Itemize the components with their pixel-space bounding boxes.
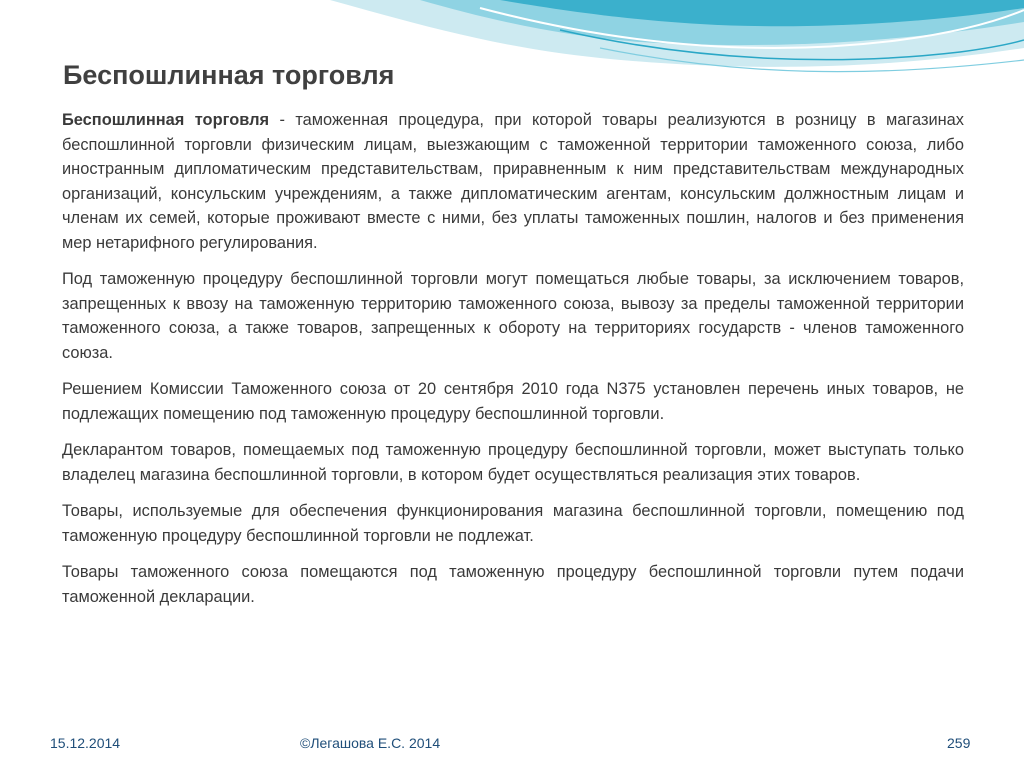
paragraph-definition bbox=[62, 108, 964, 255]
footer-author: ©Легашова Е.С. 2014 bbox=[300, 735, 441, 751]
paragraph-shop-goods: Товары, используемые для обеспечения функционирования магазина беспошлинной торговли, помещению под таможенную процедуру беспошлинной торговли не подлежат. bbox=[62, 502, 964, 545]
paragraph-goods-allowed: Под таможенную процедуру беспошлинной торговли могут помещаться любые товары, за исключением товаров, запрещенных к ввозу на таможенную территорию таможенного союза, вывозу за пределы таможенной территории таможенного союза, а также товаров, запрещенных к обороту на территориях государств - членов таможенного союза. bbox=[62, 270, 964, 362]
paragraph-declarant: Декларантом товаров, помещаемых под таможенную процедуру беспошлинной торговли, может выступать только владелец магазина беспошлинной торговли, в котором будет осуществляться реализация этих товаров. bbox=[62, 441, 964, 484]
defined-term: Беспошлинная торговля bbox=[62, 111, 270, 129]
paragraph-commission-decision: Решением Комиссии Таможенного союза от 20 сентября 2010 года N375 установлен перечень иных товаров, не подлежащих помещению под таможенную процедуру беспошлинной торговли. bbox=[62, 380, 964, 423]
slide-body bbox=[62, 108, 964, 621]
footer-date: 15.12.2014 bbox=[50, 735, 121, 751]
definition-text: - таможенная процедура, при которой товары реализуются в розницу в магазинах беспошлинной торговли физическим лицам, выезжающим с таможенной территории таможенного союза, либо иностранным дипломатическим представительствам, приравненным к ним представительствам международных организаций, консульским учреждениям, а также дипломатическим агентам, консульским должностным лицам и членам их семей, которые проживают вместе с ними, без уплаты таможенных пошлин, налогов и без применения мер нетарифного регулирования. bbox=[62, 111, 964, 252]
slide-title: Беспошлинная торговля bbox=[63, 60, 395, 90]
header-wave-decoration bbox=[0, 0, 1024, 110]
paragraph-customs-union-goods: Товары таможенного союза помещаются под таможенную процедуру беспошлинной торговли путем подачи таможенной декларации. bbox=[62, 563, 964, 606]
footer-page-number: 259 bbox=[947, 735, 971, 751]
